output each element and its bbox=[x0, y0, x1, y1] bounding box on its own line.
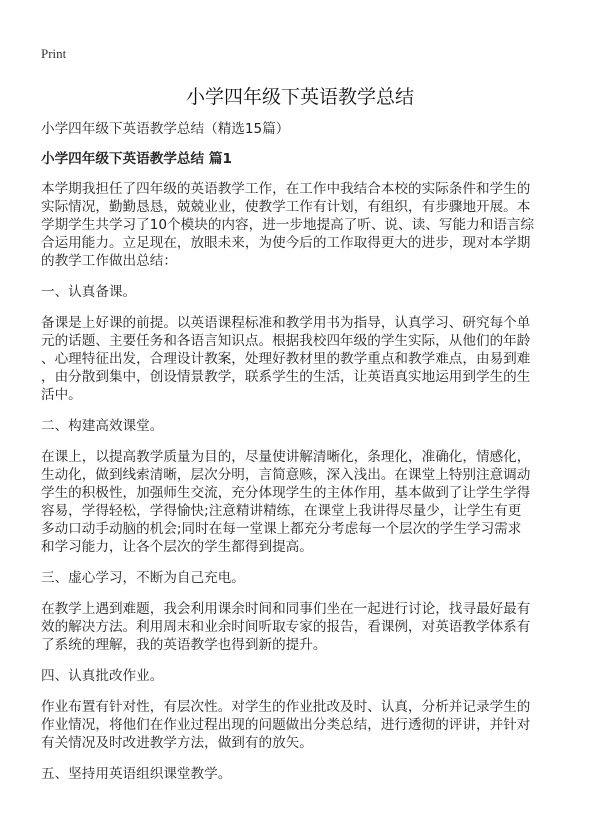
paragraph bbox=[41, 448, 561, 556]
text-line: 学生的积极性，加强师生交流，充分体现学生的主体作用，基本做到了让学生学得 bbox=[41, 485, 531, 501]
paragraph bbox=[41, 698, 561, 752]
subheading bbox=[41, 417, 561, 435]
text-line: 的教学工作做出总结： bbox=[41, 253, 177, 269]
text-line: 三、虚心学习，不断为自己充电。 bbox=[41, 570, 245, 586]
text-line: 容易，学得轻松，学得愉快;注意精讲精练，在课堂上我讲得尽量少，让学生有更 bbox=[41, 503, 522, 519]
document-subtitle: 小学四年级下英语教学总结（精选15篇） bbox=[41, 121, 290, 137]
text-line: 一、认真备课。 bbox=[41, 284, 137, 300]
subheading bbox=[41, 765, 561, 783]
text-line: 作业情况，将他们在作业过程出现的问题做出分类总结，进行透彻的评讲，并针对 bbox=[41, 717, 531, 733]
paragraphs bbox=[41, 180, 561, 783]
subheading bbox=[41, 283, 561, 301]
text-line: 二、构建高效课堂。 bbox=[41, 418, 164, 434]
text-line: 四、认真批改作业。 bbox=[41, 668, 164, 684]
text-line: 实际情况，勤勤恳恳，兢兢业业，使教学工作有计划，有组织，有步骤地开展。本 bbox=[41, 199, 531, 215]
text-line: 了系统的理解，我的英语教学也得到新的提升。 bbox=[41, 637, 327, 653]
text-line: 本学期我担任了四年级的英语教学工作，在工作中我结合本校的实际条件和学生的 bbox=[41, 181, 531, 197]
text-line: 活中。 bbox=[41, 387, 82, 403]
print-link[interactable]: Print bbox=[41, 46, 67, 61]
text-line: 多动口动手动脑的机会;同时在每一堂课上都充分考虑每一个层次的学生学习需求 bbox=[41, 521, 522, 537]
text-line: 作业布置有针对性，有层次性。对学生的作业批改及时、认真，分析并记录学生的 bbox=[41, 699, 531, 715]
text-line: 备课是上好课的前提。以英语课程标准和教学用书为指导，认真学习、研究每个单 bbox=[41, 315, 531, 331]
paragraph bbox=[41, 600, 561, 654]
text-line: 、心理特征出发，合理设计教案，处理好教材里的教学重点和教学难点，由易到难 bbox=[41, 351, 531, 367]
page-title: 小学四年级下英语教学总结 bbox=[185, 86, 414, 108]
section-heading: 小学四年级下英语教学总结 篇1 bbox=[41, 151, 232, 167]
text-line: 效的解决方法。利用周末和业余时间听取专家的报告，看课例，对英语教学体系有 bbox=[41, 619, 531, 635]
text-line: 合运用能力。立足现在，放眼未来，为使今后的工作取得更大的进步，现对本学期 bbox=[41, 235, 531, 251]
text-line: 元的话题、主要任务和各语言知识点。根据我校四年级的学生实际，从他们的年龄 bbox=[41, 333, 531, 349]
text-line: 生动化，做到线索清晰，层次分明，言简意赅，深入浅出。在课堂上特别注意调动 bbox=[41, 467, 531, 483]
text-line: ，由分散到集中，创设情景教学，联系学生的生活，让英语真实地运用到学生的生 bbox=[41, 369, 531, 385]
text-line: 五、坚持用英语组织课堂教学。 bbox=[41, 766, 232, 782]
text-line: 在教学上遇到难题，我会利用课余时间和同事们坐在一起进行讨论，找寻最好最有 bbox=[41, 601, 531, 617]
subheading bbox=[41, 569, 561, 587]
document-body bbox=[41, 120, 561, 796]
text-line: 在课上，以提高教学质量为目的，尽量使讲解清晰化，条理化，准确化，情感化， bbox=[41, 449, 531, 465]
subheading bbox=[41, 667, 561, 685]
text-line: 有关情况及时改进教学方法，做到有的放矢。 bbox=[41, 735, 313, 751]
paragraph bbox=[41, 180, 561, 270]
text-line: 和学习能力，让各个层次的学生都得到提高。 bbox=[41, 539, 313, 555]
paragraph bbox=[41, 314, 561, 404]
text-line: 学期学生共学习了10个模块的内容，进一步地提高了听、说、读、写能力和语言综 bbox=[41, 217, 535, 233]
